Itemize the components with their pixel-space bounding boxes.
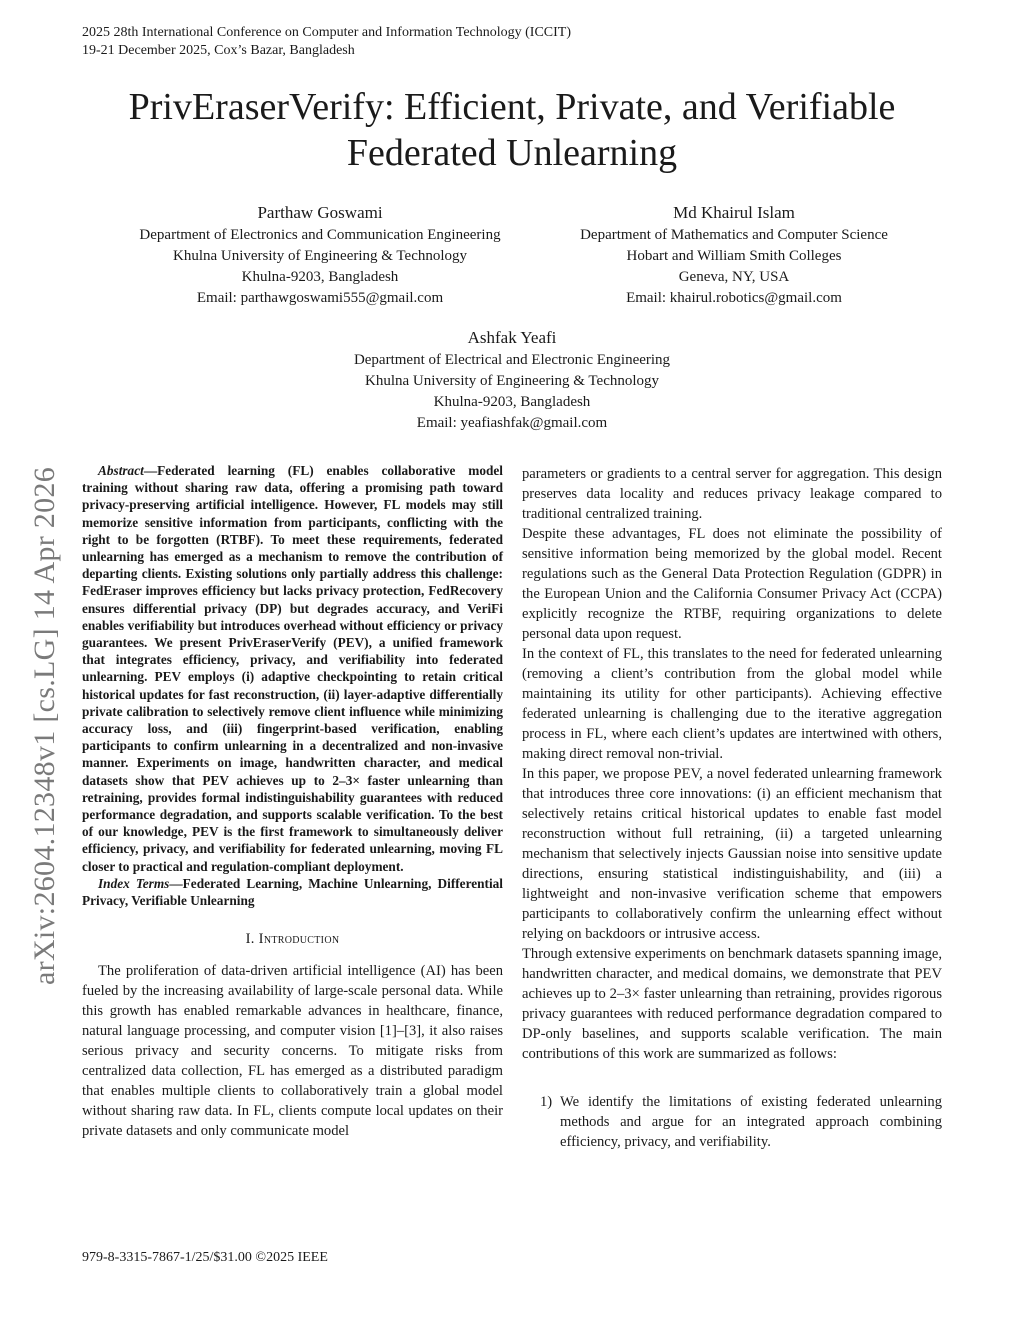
conference-header — [82, 24, 571, 60]
author-institution: Hobart and William Smith Colleges — [626, 248, 842, 264]
index-terms-text: —Federated Learning, Machine Unlearning, Differential Privacy, Verifiable Unlearning — [82, 875, 503, 909]
author-email: Email: khairul.robotics@gmail.com — [626, 290, 842, 306]
paper-title — [60, 84, 964, 176]
author-department: Department of Electrical and Electronic Engineering — [353, 352, 671, 368]
paragraph: In this paper, we propose PEV, a novel federated unlearning framework that introduces three core innovations: (i) an efficient mechanism that selectively retains critical historical updates to enable fast model reconstruction without full retraining, (ii) a targeted unlearning mechanism that selectively injects Gaussian noise into sensitive update directions, ensuring statistical indistinguishability, and (iii) a lightweight and non-invasive verification scheme that empowers participants to collaboratively confirm the unlearning effect without relying on backdoors or intrusive access. — [522, 766, 942, 942]
paper-title-line-2: Federated Unlearning — [346, 132, 678, 174]
author-email: Email: parthawgoswami555@gmail.com — [196, 290, 444, 306]
author-location: Geneva, NY, USA — [678, 269, 790, 285]
index-terms — [82, 875, 503, 909]
author-block-1 — [108, 201, 532, 309]
author-institution: Khulna University of Engineering & Technology — [364, 373, 660, 389]
list-number: 1) — [540, 1094, 553, 1110]
abstract-label: Abstract — [98, 463, 144, 478]
left-column — [82, 462, 503, 1141]
paragraph: In the context of FL, this translates to the need for federated unlearning (removing a client’s contribution from the global model while maintaining its utility for other participants). Achieving effective federated unlearning is challenging due to the iterative aggregation process in FL, where each client’s updates are intertwined with others, making direct removal non-trivial. — [522, 646, 942, 762]
abstract — [82, 462, 503, 875]
author-location: Khulna-9203, Bangladesh — [241, 269, 399, 285]
author-department: Department of Electronics and Communication Engineering — [139, 227, 501, 243]
section-heading-introduction: I. Introduction — [245, 931, 340, 948]
right-column — [522, 464, 942, 1152]
author-institution: Khulna University of Engineering & Technology — [172, 248, 468, 264]
abstract-text: —Federated learning (FL) enables collaborative model training without sharing raw data, offering a promising path toward privacy-preserving artificial intelligence. However, FL models may still memorize sensitive information from participants, conflicting with the right to be forgotten (RTBF). To meet these requirements, federated unlearning has emerged as a mechanism to remove the contribution of departing clients. Existing solutions only partially address this challenge: FedEraser improves efficiency but lacks privacy protection, FedRecovery ensures differential privacy (DP) but degrades accuracy, and VeriFi enables verifiability but introduces overhead without efficiency or privacy guarantees. We present PrivEraserVerify (PEV), a unified framework that integrates efficiency, privacy, and verifiability into federated unlearning. PEV employs (i) adaptive checkpointing to retain critical historical updates for fast reconstruction, (ii) layer-adaptive differentially private calibration to selectively remove client influence while minimizing accuracy loss, and (iii) fingerprint-based verification, enabling participants to confirm unlearning in a decentralized and non-invasive manner. Experiments on image, handwritten character, and medical datasets show that PEV achieves up to 2–3× faster unlearning than retraining, provides formal indistinguishability guarantees with reduced performance degradation, and supports scalable verification. To the best of our knowledge, PEV is the first framework to simultaneously deliver efficiency, privacy, and verifiability for federated unlearning, moving FL closer to practical and regulation-compliant deployment. — [82, 463, 503, 874]
author-name: Parthaw Goswami — [257, 203, 383, 222]
copyright-footer: 979-8-3315-7867-1/25/$31.00 ©2025 IEEE — [82, 1250, 328, 1265]
author-department: Department of Mathematics and Computer Science — [580, 227, 888, 243]
paragraph: parameters or gradients to a central server for aggregation. This design preserves data locality and reduces privacy leakage compared to traditional centralized training. — [522, 466, 942, 522]
conference-date-location: 19-21 December 2025, Cox’s Bazar, Bangladesh — [82, 43, 355, 58]
conference-name: 2025 28th International Conference on Computer and Information Technology (ICCIT) — [82, 25, 572, 40]
author-name: Ashfak Yeafi — [467, 328, 557, 347]
paragraph: Through extensive experiments on benchmark datasets spanning image, handwritten character, and medical domains, we demonstrate that PEV achieves up to 2–3× faster unlearning than retraining, provides rigorous privacy guarantees with reduced performance degradation compared to DP-only baselines, and supports scalable verification. The main contributions of this work are summarized as follows: — [522, 946, 942, 1062]
author-email: Email: yeafiashfak@gmail.com — [416, 415, 608, 431]
author-block-3 — [312, 326, 712, 434]
contribution-list-item — [522, 1092, 942, 1152]
arxiv-stamp: arXiv:2604.12348v1 [cs.LG] 14 Apr 2026 — [28, 466, 61, 985]
paragraph: Despite these advantages, FL does not eliminate the possibility of sensitive information being memorized by the global model. Recent regulations such as the General Data Protection Regulation (GDPR) in the European Union and the California Consumer Privacy Act (CCPA) explicitly recognize the RTBF, requiring organizations to delete personal data upon request. — [522, 526, 942, 642]
intro-paragraph: The proliferation of data-driven artificial intelligence (AI) has been fueled by the increasing availability of large-scale personal data. While this growth has enabled remarkable advances in healthcare, finance, natural language processing, and computer vision [1]–[3], it also raises serious privacy and security concerns. To mitigate risks from centralized data collection, FL has emerged as a distributed paradigm that enables multiple clients to collaboratively train a global model without sharing raw data. In FL, clients compute local updates on their private datasets and only communicate model — [82, 963, 503, 1140]
author-block-2 — [552, 201, 916, 309]
index-terms-label: Index Terms — [98, 875, 170, 891]
paper-title-line-1: PrivEraserVerify: Efficient, Private, and Verifiable — [128, 86, 896, 128]
author-location: Khulna-9203, Bangladesh — [433, 394, 591, 410]
list-text: We identify the limitations of existing federated unlearning methods and argue for an integrated approach combining efficiency, privacy, and verifiability. — [560, 1094, 942, 1150]
author-name: Md Khairul Islam — [673, 203, 795, 222]
